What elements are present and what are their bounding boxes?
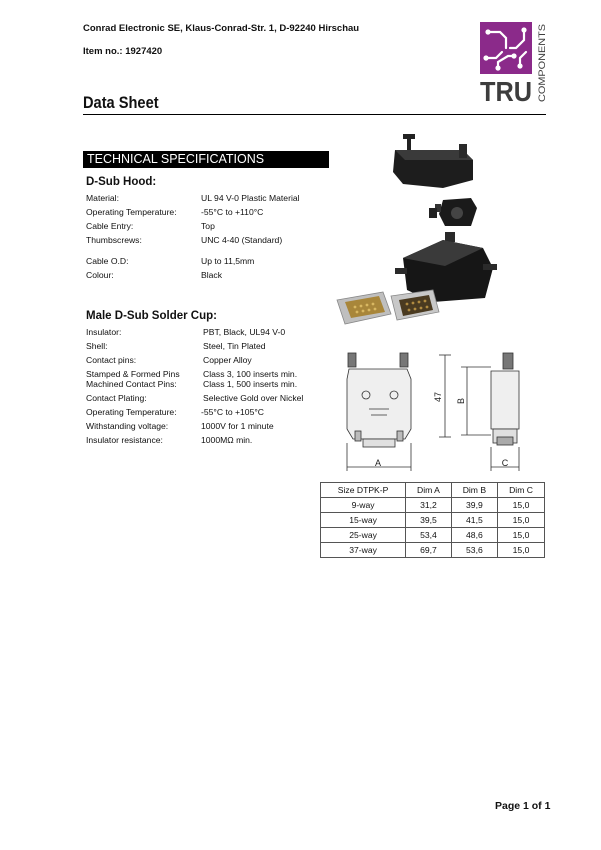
table-cell: 41,5 xyxy=(451,513,497,528)
cup-heading: Male D-Sub Solder Cup: xyxy=(86,310,217,322)
table-cell: 15-way xyxy=(321,513,406,528)
hood-material-label: Material: xyxy=(86,193,119,203)
hood-cable-entry-label: Cable Entry: xyxy=(86,221,134,231)
table-header: Dim C xyxy=(498,483,545,498)
company-address: Conrad Electronic SE, Klaus-Conrad-Str. 1, D-92240 Hirschau xyxy=(83,23,360,34)
table-cell: 53,4 xyxy=(406,528,452,543)
cup-insulator-label: Insulator: xyxy=(86,327,122,337)
dimension-drawing xyxy=(333,345,545,475)
hood-bottom-image xyxy=(395,232,497,302)
cup-temp-label: Operating Temperature: xyxy=(86,407,177,417)
dim-c-label: C xyxy=(501,458,509,468)
cup-plating-value: Selective Gold over Nickel xyxy=(203,393,304,403)
hood-thumbscrews-value: UNC 4-40 (Standard) xyxy=(201,235,283,245)
hood-top-image xyxy=(393,134,473,188)
hood-temp-label: Operating Temperature: xyxy=(86,207,177,217)
cup-plating-label: Contact Plating: xyxy=(86,393,147,403)
table-cell: 69,7 xyxy=(406,543,452,558)
hood-thumbscrews-label: Thumbscrews: xyxy=(86,235,142,245)
header-divider xyxy=(83,114,546,115)
technical-specifications-heading: TECHNICAL SPECIFICATIONS xyxy=(83,151,329,168)
hood-cable-od-value: Up to 11,5mm xyxy=(201,256,255,266)
cup-temp-value: -55°C to +105°C xyxy=(201,407,265,417)
hood-colour-label: Colour: xyxy=(86,270,114,280)
hood-colour-value: Black xyxy=(201,270,223,280)
cup-machined-pins-value: Class 1, 500 inserts min. xyxy=(203,379,298,389)
dim-a-label: A xyxy=(374,458,382,468)
cup-shell-value: Steel, Tin Plated xyxy=(203,341,266,351)
hood-temp-value: -55°C to +110°C xyxy=(201,207,264,217)
cable-clamp-image xyxy=(429,198,477,226)
table-header: Dim B xyxy=(451,483,497,498)
table-cell: 37-way xyxy=(321,543,406,558)
table-row xyxy=(321,513,545,528)
hood-cable-entry-value: Top xyxy=(201,221,215,231)
cup-voltage-label: Withstanding voltage: xyxy=(86,421,169,431)
cup-resistance-value: 1000MΩ min. xyxy=(201,435,253,445)
hood-cable-od-label: Cable O.D: xyxy=(86,256,129,266)
table-row xyxy=(321,498,545,513)
logo-side-text: COMPONENTS xyxy=(537,33,548,102)
hood-heading: D-Sub Hood: xyxy=(86,176,157,188)
table-cell: 15,0 xyxy=(498,543,545,558)
table-cell: 48,6 xyxy=(451,528,497,543)
table-cell: 25-way xyxy=(321,528,406,543)
product-photo xyxy=(333,128,499,328)
table-cell: 39,5 xyxy=(406,513,452,528)
cup-stamped-pins-value: Class 3, 100 inserts min. xyxy=(203,369,298,379)
table-cell: 9-way xyxy=(321,498,406,513)
dimension-table xyxy=(320,482,545,558)
table-cell: 53,6 xyxy=(451,543,497,558)
cup-voltage-value: 1000V for 1 minute xyxy=(201,421,274,431)
item-number: Item no.: 1927420 xyxy=(83,46,163,57)
table-header: Dim A xyxy=(406,483,452,498)
table-cell: 39,9 xyxy=(451,498,497,513)
table-cell: 15,0 xyxy=(498,513,545,528)
table-row xyxy=(321,543,545,558)
hood-material-value: UL 94 V-0 Plastic Material xyxy=(201,193,300,203)
table-cell: 15,0 xyxy=(498,528,545,543)
cup-shell-label: Shell: xyxy=(86,341,108,351)
cup-contact-pins-label: Contact pins: xyxy=(86,355,137,365)
dim-47-label: 47 xyxy=(433,391,443,403)
cup-machined-pins-label: Machined Contact Pins: xyxy=(86,379,177,389)
table-row xyxy=(321,528,545,543)
cup-stamped-pins-label: Stamped & Formed Pins xyxy=(86,369,180,379)
cup-contact-pins-value: Copper Alloy xyxy=(203,355,252,365)
dim-b-label: B xyxy=(456,397,466,405)
table-cell: 31,2 xyxy=(406,498,452,513)
logo-text: TRU xyxy=(480,76,532,104)
table-header: Size DTPK-P xyxy=(321,483,406,498)
table-cell: 15,0 xyxy=(498,498,545,513)
cup-resistance-label: Insulator resistance: xyxy=(86,435,163,445)
table-header-row xyxy=(321,483,545,498)
dsub-connectors-image xyxy=(337,290,439,324)
page-number: Page 1 of 1 xyxy=(495,800,551,812)
page-title: Data Sheet xyxy=(83,93,159,112)
tru-components-logo xyxy=(480,22,548,104)
cup-insulator-value: PBT, Black, UL94 V-0 xyxy=(203,327,286,337)
